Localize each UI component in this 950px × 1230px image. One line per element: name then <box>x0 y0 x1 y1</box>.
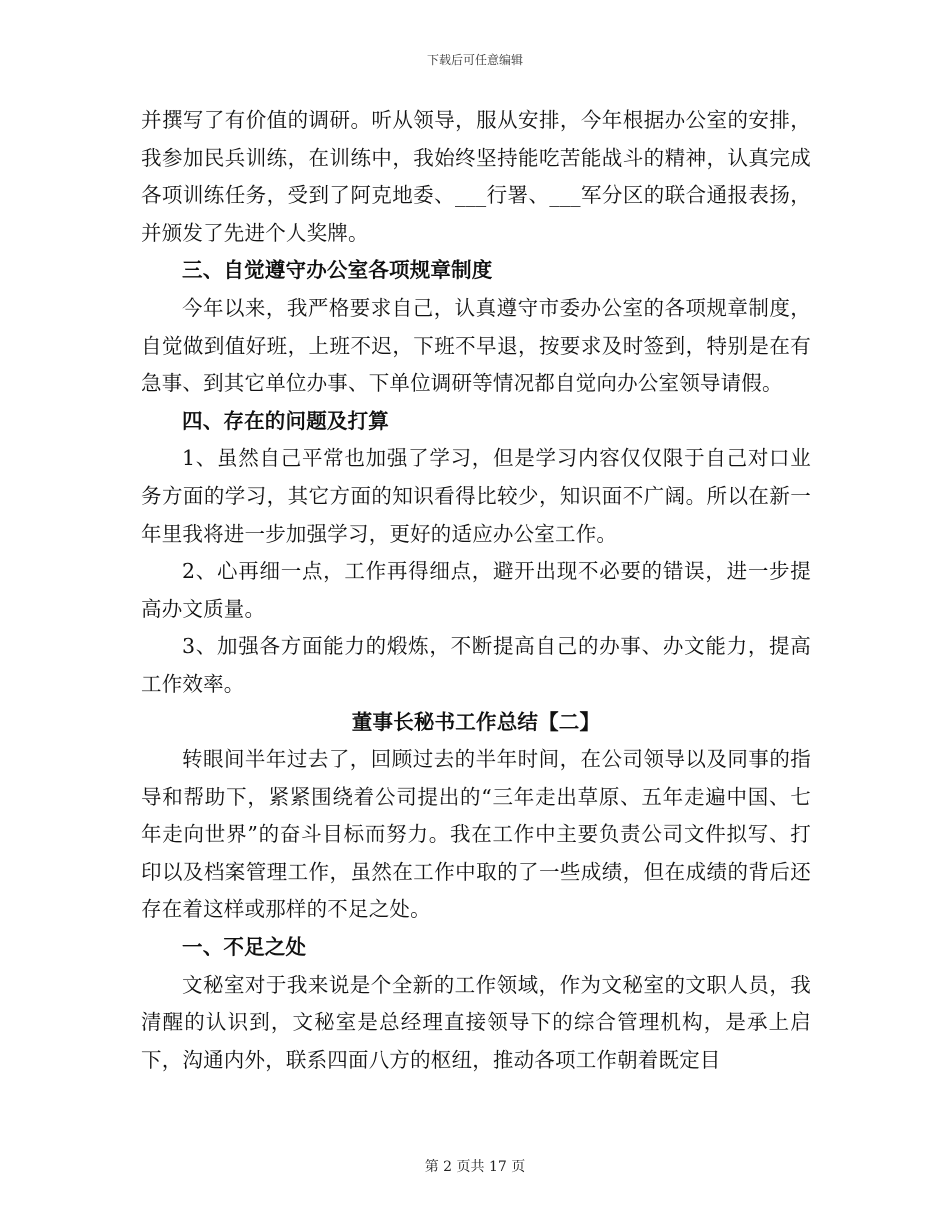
document-title-part-two: 董事长秘书工作总结【二】 <box>351 709 601 734</box>
paragraph-problem-2: 2、心再细一点，工作再得细点，避开出现不必要的错误，进一步提高办文质量。 <box>141 559 811 621</box>
section-heading-rules: 三、自觉遵守办公室各项规章制度 <box>182 258 493 283</box>
paragraph-training: 并撰写了有价值的调研。听从领导，服从安排，今年根据办公室的安排，我参加民兵训练，在训练中，我始终坚持能吃苦能战斗的精神，认真完成各项训练任务，受到了阿克地委、___行署、___军分区的联合通报表扬，并颁发了先进个人奖牌。 <box>141 108 811 245</box>
paragraph-intro: 转眼间半年过去了，回顾过去的半年时间，在公司领导以及同事的指导和帮助下，紧紧围绕着公司提出的“三年走出草原、五年走遍中国、七年走向世界”的奋斗目标而努力。我在工作中主要负责公司文件拟写、打印以及档案管理工作，虽然在工作中取的了一些成绩，但在成绩的背后还存在着这样或那样的不足之处。 <box>141 747 811 922</box>
page-number: 第 2 页共 17 页 <box>424 1159 526 1175</box>
document-body <box>141 102 811 1079</box>
paragraph-problem-3: 3、加强各方面能力的煅炼，不断提高自己的办事、办文能力，提高工作效率。 <box>141 634 811 696</box>
section-heading-problems: 四、存在的问题及打算 <box>182 408 389 433</box>
paragraph-rules: 今年以来，我严格要求自己，认真遵守市委办公室的各项规章制度，自觉做到值好班，上班不迟，下班不早退，按要求及时签到，特别是在有急事、到其它单位办事、下单位调研等情况都自觉向办公室领导请假。 <box>141 295 811 396</box>
section-heading-shortcomings: 一、不足之处 <box>182 935 307 960</box>
page-header-note: 下载后可任意编辑 <box>426 53 523 67</box>
paragraph-shortcomings: 文秘室对于我来说是个全新的工作领域，作为文秘室的文职人员，我清醒的认识到，文秘室是总经理直接领导下的综合管理机构，是承上启下，沟通内外，联系四面八方的枢纽，推动各项工作朝着既定目 <box>141 972 811 1072</box>
paragraph-problem-1: 1、虽然自己平常也加强了学习，但是学习内容仅仅限于自己对口业务方面的学习，其它方面的知识看得比较少，知识面不广阔。所以在新一年里我将进一步加强学习，更好的适应办公室工作。 <box>141 446 811 546</box>
